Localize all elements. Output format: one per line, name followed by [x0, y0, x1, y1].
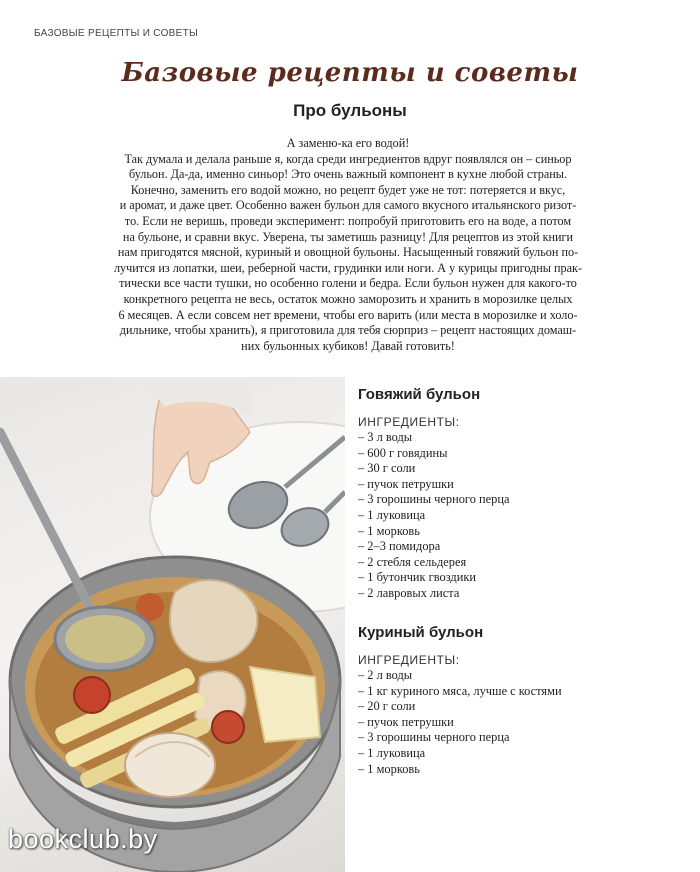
broth-pot-photo — [0, 377, 345, 872]
section-subtitle: Про бульоны — [293, 101, 407, 120]
ingredient-item: – 2 лавровых листа — [358, 586, 688, 602]
intro-line: бульон. Да-да, именно синьор! Это очень важный компонент в кухне любой страны. — [129, 167, 567, 182]
ingredient-item: – пучок петрушки — [358, 477, 688, 493]
intro-line: Так думала и делала раньше я, когда среди ингредиентов вдруг появлялся он – синьор — [124, 151, 572, 166]
ingredient-list — [358, 668, 688, 777]
ingredient-item: – пучок петрушки — [358, 715, 688, 731]
ingredient-item: – 3 л воды — [358, 430, 688, 446]
ingredient-item: – 30 г соли — [358, 461, 688, 477]
intro-line: конкретного рецепта не весь, остаток можно заморозить и хранить в морозилке целых — [123, 291, 573, 306]
ingredients-label: ИНГРЕДИЕНТЫ: — [358, 653, 460, 667]
ingredient-item: – 3 горошины черного перца — [358, 492, 688, 508]
ingredient-item: – 3 горошины черного перца — [358, 730, 688, 746]
intro-line: и аромат, и даже цвет. Особенно важен бульон для самого вкусного итальянского ризот- — [119, 198, 577, 213]
ingredient-item: – 1 луковица — [358, 508, 688, 524]
intro-text — [92, 136, 604, 354]
chicken-broth-title: Куриный бульон — [358, 624, 484, 641]
ingredient-item: – 1 морковь — [358, 524, 688, 540]
beef-broth-recipe — [358, 386, 688, 602]
intro-line: на бульоне, и сравни вкус. Уверена, ты заметишь разницу! Для рецептов из этой книги — [122, 229, 574, 244]
chicken-broth-recipe — [358, 624, 688, 777]
intro-line: нам пригодятся мясной, куриный и овощной бульоны. Насыщенный говяжий бульон по- — [117, 245, 579, 260]
intro-line: дильнике, чтобы хранить), я приготовила для тебя сюрприз – рецепт настоящих домаш- — [119, 323, 577, 338]
intro-line: лучится из лопатки, шеи, реберной части, грудинки или ноги. А у курицы пригодны прак- — [113, 260, 583, 275]
ingredient-item: – 1 морковь — [358, 762, 688, 778]
ingredient-item: – 1 луковица — [358, 746, 688, 762]
intro-line: 6 месяцев. А если совсем нет времени, чтобы его варить (или места в морозилке и холо- — [118, 307, 578, 322]
ingredient-item: – 1 кг куриного мяса, лучше с костями — [358, 684, 688, 700]
ingredient-item: – 2 стебля сельдерея — [358, 555, 688, 571]
running-head: БАЗОВЫЕ РЕЦЕПТЫ И СОВЕТЫ — [34, 28, 199, 39]
intro-line: них бульонных кубиков! Давай готовить! — [241, 338, 455, 353]
beef-broth-title: Говяжий бульон — [358, 386, 481, 403]
intro-line: А заменю-ка его водой! — [286, 136, 410, 150]
ingredient-item: – 1 бутончик гвоздики — [358, 570, 688, 586]
ingredient-item: – 2 л воды — [358, 668, 688, 684]
intro-line: тически все части тушки, но особенно голени и бедра. Если бульон нужен для какого-то — [119, 276, 577, 291]
ingredient-item: – 2–3 помидора — [358, 539, 688, 555]
ingredient-list — [358, 430, 688, 602]
page-title: Базовые рецепты и советы — [121, 58, 579, 88]
ingredient-item: – 600 г говядины — [358, 446, 688, 462]
ingredient-item: – 20 г соли — [358, 699, 688, 715]
intro-line: Конечно, заменить его водой можно, но рецепт будет уже не тот: потеряется и вкус, — [130, 182, 566, 197]
watermark: bookclub.by — [8, 824, 158, 854]
ingredients-label: ИНГРЕДИЕНТЫ: — [358, 415, 460, 429]
intro-line: то. Если не веришь, проведи эксперимент: попробуй приготовить его на воде, а потом — [124, 213, 572, 228]
